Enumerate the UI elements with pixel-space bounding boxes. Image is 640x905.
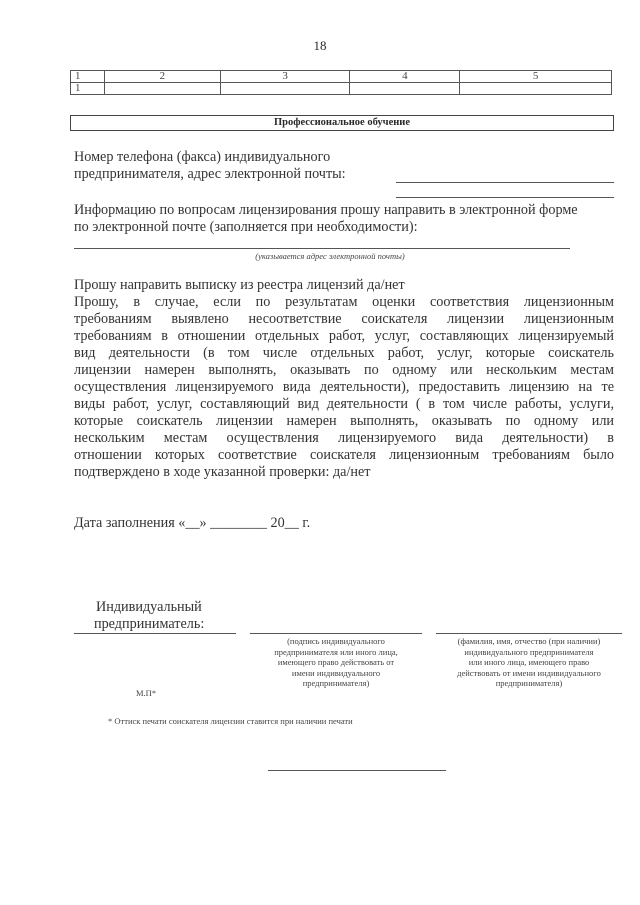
- caption-line: индивидуального предпринимателя: [464, 646, 594, 657]
- signature-caption: [246, 636, 426, 689]
- paragraph-line: которые соискатель лицензии намерен выполнять, оказывать по одному или: [74, 413, 614, 429]
- full-name-field[interactable]: [436, 633, 622, 634]
- paragraph-line: вид деятельности (в том числе отдельных работ, услуг, которые соискатель: [74, 345, 614, 361]
- caption-line: предпринимателя): [302, 678, 370, 688]
- table-header-row: [71, 71, 612, 83]
- paragraph-line: осуществления лицензируемого вида деятельности), предоставить лицензию на те: [74, 379, 614, 395]
- signature-field[interactable]: [250, 633, 422, 634]
- table-cell: 4: [350, 71, 460, 83]
- date-line: Дата заполнения «__» ________ 20__ г.: [74, 515, 311, 531]
- paragraph-line: отношении которых соответствие соискателя лицензионным требованиям было: [74, 447, 614, 463]
- paragraph-line: требованиям в отношении отдельных работ, услуг, составляющих лицензируемый: [74, 328, 614, 344]
- table-cell: 2: [104, 71, 220, 83]
- caption-line: предпринимателя или иного лица,: [274, 646, 398, 657]
- licensing-info-line1: Информацию по вопросам лицензирования прошу направить в электронной форме: [74, 202, 578, 218]
- paragraph-line: подтверждено в ходе указанной проверки: да/нет: [74, 464, 371, 480]
- paragraph-line: Прошу, в случае, если по результатам оценки соответствия лицензионным: [74, 294, 614, 310]
- page-number: 18: [313, 38, 327, 53]
- stamp-label: М.П*: [136, 688, 157, 698]
- phone-email-line2: предпринимателя, адрес электронной почты:: [74, 166, 346, 182]
- table-cell: 1: [71, 71, 105, 83]
- bottom-line: [268, 770, 446, 771]
- caption-line: (фамилия, имя, отчество (при наличии): [457, 636, 601, 646]
- phone-email-field-2[interactable]: [396, 197, 614, 198]
- table-cell: [220, 83, 350, 95]
- caption-line: имеющего право действовать от: [277, 657, 395, 667]
- table-cell: [460, 83, 612, 95]
- email-caption: (указывается адрес электронной почты): [255, 251, 405, 261]
- paragraph-line: виды работ, услуг, составляющий вид деятельности ( в том числе работы, услуги,: [74, 396, 614, 412]
- caption-line: (подпись индивидуального: [287, 636, 385, 646]
- paragraph-line: лицензии намерен выполнять, оказывать по одному или нескольким местам: [74, 362, 614, 378]
- table-cell: [104, 83, 220, 95]
- phone-email-label: [74, 149, 389, 166]
- table-cell: [350, 83, 460, 95]
- phone-email-line1: Номер телефона (факса) индивидуального: [74, 149, 331, 165]
- table-row: [71, 83, 612, 95]
- table-cell: 3: [220, 71, 350, 83]
- data-table: [70, 70, 612, 95]
- request-paragraph: [74, 294, 614, 481]
- footnote: * Оттиск печати соискателя лицензии ставится при наличии печати: [108, 716, 353, 726]
- paragraph-line: требованиям выявлено несоответствие соискателя лицензии лицензионным: [74, 311, 614, 327]
- section-title: Профессиональное обучение: [70, 115, 614, 131]
- licensing-info-line2: по электронной почте (заполняется при необходимости):: [74, 219, 418, 235]
- caption-line: действовать от имени индивидуального: [457, 667, 601, 678]
- signature-label-line1: Индивидуальный: [96, 599, 202, 615]
- phone-email-field[interactable]: [396, 182, 614, 183]
- table-cell: 1: [71, 83, 105, 95]
- caption-line: имени индивидуального: [291, 667, 381, 678]
- extract-request: Прошу направить выписку из реестра лицензий да/нет: [74, 277, 405, 293]
- table-cell: 5: [460, 71, 612, 83]
- caption-line: или иного лица, имеющего право: [468, 657, 590, 667]
- caption-line: предпринимателя): [495, 678, 563, 688]
- paragraph-line: нескольким местам осуществления лицензируемого вида деятельности) в: [74, 430, 614, 446]
- signature-label-line2: предприниматель:: [94, 616, 205, 632]
- email-field[interactable]: [74, 248, 570, 249]
- label-underline: [74, 633, 236, 634]
- name-caption: [432, 636, 626, 689]
